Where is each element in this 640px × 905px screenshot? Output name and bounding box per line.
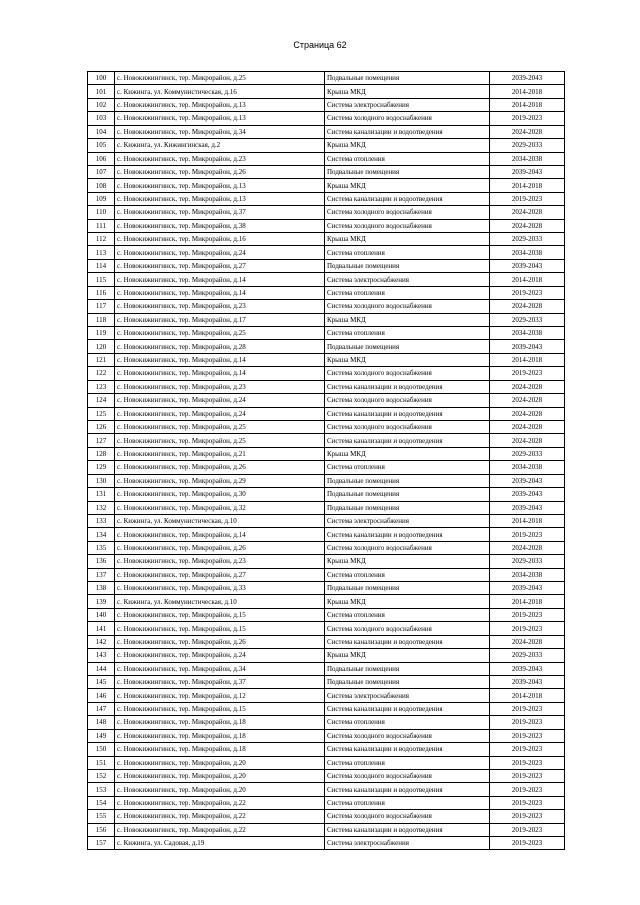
building-element-cell: Система канализации и водоотведения — [325, 743, 490, 756]
building-element-cell: Система отопления — [325, 796, 490, 809]
building-element-cell: Крыша МКД — [325, 649, 490, 662]
building-element-cell: Система холодного водоснабжения — [325, 541, 490, 554]
table-row — [88, 689, 565, 702]
row-number-cell: 140 — [88, 608, 115, 621]
row-number-cell: 115 — [88, 273, 115, 286]
repair-period-cell: 2039-2043 — [490, 259, 565, 272]
table-row — [88, 407, 565, 420]
table-row — [88, 259, 565, 272]
repair-period-cell: 2019-2023 — [490, 796, 565, 809]
repair-period-cell: 2039-2043 — [490, 340, 565, 353]
row-number-cell: 149 — [88, 729, 115, 742]
building-element-cell: Система холодного водоснабжения — [325, 219, 490, 232]
table-row — [88, 702, 565, 715]
row-number-cell: 124 — [88, 394, 115, 407]
repair-period-cell: 2024-2028 — [490, 380, 565, 393]
address-cell: с. Новокижингинск, тер. Микрорайон, д.26 — [115, 165, 325, 178]
table-row — [88, 447, 565, 460]
row-number-cell: 126 — [88, 420, 115, 433]
address-cell: с. Кижинга, ул. Коммунистическая, д.10 — [115, 595, 325, 608]
row-number-cell: 153 — [88, 783, 115, 796]
repair-period-cell: 2029-2033 — [490, 555, 565, 568]
building-element-cell: Система холодного водоснабжения — [325, 112, 490, 125]
address-cell: с. Новокижингинск, тер. Микрорайон, д.23 — [115, 380, 325, 393]
row-number-cell: 148 — [88, 716, 115, 729]
table-row — [88, 313, 565, 326]
row-number-cell: 152 — [88, 769, 115, 782]
building-element-cell: Система отопления — [325, 716, 490, 729]
building-element-cell: Система канализации и водоотведения — [325, 528, 490, 541]
building-element-cell: Система холодного водоснабжения — [325, 394, 490, 407]
repair-period-cell: 2039-2043 — [490, 474, 565, 487]
building-element-cell: Крыша МКД — [325, 595, 490, 608]
row-number-cell: 100 — [88, 72, 115, 85]
table-row — [88, 219, 565, 232]
row-number-cell: 103 — [88, 112, 115, 125]
address-cell: с. Новокижингинск, тер. Микрорайон, д.22 — [115, 810, 325, 823]
building-element-cell: Крыша МКД — [325, 555, 490, 568]
address-cell: с. Новокижингинск, тер. Микрорайон, д.32 — [115, 501, 325, 514]
row-number-cell: 146 — [88, 689, 115, 702]
table-row — [88, 233, 565, 246]
address-cell: с. Новокижингинск, тер. Микрорайон, д.27 — [115, 259, 325, 272]
repair-period-cell: 2019-2023 — [490, 367, 565, 380]
address-cell: с. Новокижингинск, тер. Микрорайон, д.14 — [115, 273, 325, 286]
table-row — [88, 769, 565, 782]
building-element-cell: Система холодного водоснабжения — [325, 300, 490, 313]
table-row — [88, 729, 565, 742]
repair-period-cell: 2019-2023 — [490, 729, 565, 742]
building-element-cell: Система электроснабжения — [325, 273, 490, 286]
row-number-cell: 134 — [88, 528, 115, 541]
building-element-cell: Подвальные помещения — [325, 474, 490, 487]
repair-period-cell: 2019-2023 — [490, 743, 565, 756]
building-element-cell: Система электроснабжения — [325, 689, 490, 702]
building-element-cell: Подвальные помещения — [325, 72, 490, 85]
building-element-cell: Система холодного водоснабжения — [325, 206, 490, 219]
row-number-cell: 145 — [88, 675, 115, 688]
building-element-cell: Система холодного водоснабжения — [325, 367, 490, 380]
table-row — [88, 716, 565, 729]
address-cell: с. Новокижингинск, тер. Микрорайон, д.27 — [115, 568, 325, 581]
table-row — [88, 675, 565, 688]
row-number-cell: 128 — [88, 447, 115, 460]
row-number-cell: 150 — [88, 743, 115, 756]
address-cell: с. Кижинга, ул. Коммунистическая, д.10 — [115, 514, 325, 527]
repair-period-cell: 2029-2033 — [490, 447, 565, 460]
repair-period-cell: 2034-2038 — [490, 327, 565, 340]
building-element-cell: Система отопления — [325, 568, 490, 581]
table-row — [88, 528, 565, 541]
repair-period-cell: 2019-2023 — [490, 112, 565, 125]
repair-period-cell: 2024-2028 — [490, 420, 565, 433]
table-row — [88, 810, 565, 823]
repair-period-cell: 2039-2043 — [490, 72, 565, 85]
address-cell: с. Новокижингинск, тер. Микрорайон, д.18 — [115, 729, 325, 742]
row-number-cell: 104 — [88, 125, 115, 138]
table-row — [88, 488, 565, 501]
table-row — [88, 246, 565, 259]
building-element-cell: Система электроснабжения — [325, 514, 490, 527]
address-cell: с. Новокижингинск, тер. Микрорайон, д.23 — [115, 300, 325, 313]
table-row — [88, 649, 565, 662]
repair-period-cell: 2014-2018 — [490, 689, 565, 702]
row-number-cell: 107 — [88, 165, 115, 178]
row-number-cell: 147 — [88, 702, 115, 715]
repair-period-cell: 2019-2023 — [490, 528, 565, 541]
building-element-cell: Система канализации и водоотведения — [325, 702, 490, 715]
repair-period-cell: 2019-2023 — [490, 810, 565, 823]
repair-period-cell: 2019-2023 — [490, 702, 565, 715]
repair-period-cell: 2024-2028 — [490, 219, 565, 232]
table-row — [88, 823, 565, 836]
page-title: Страница 62 — [293, 40, 347, 50]
address-cell: с. Новокижингинск, тер. Микрорайон, д.33 — [115, 582, 325, 595]
building-element-cell: Крыша МКД — [325, 447, 490, 460]
table-row — [88, 662, 565, 675]
repair-period-cell: 2034-2038 — [490, 461, 565, 474]
repair-period-cell: 2019-2023 — [490, 783, 565, 796]
row-number-cell: 112 — [88, 233, 115, 246]
building-element-cell: Крыша МКД — [325, 233, 490, 246]
table-row — [88, 837, 565, 850]
building-element-cell: Система холодного водоснабжения — [325, 810, 490, 823]
row-number-cell: 114 — [88, 259, 115, 272]
building-element-cell: Система канализации и водоотведения — [325, 823, 490, 836]
table-body — [88, 72, 565, 850]
repair-period-cell: 2019-2023 — [490, 716, 565, 729]
table-row — [88, 72, 565, 85]
table-row — [88, 420, 565, 433]
building-element-cell: Система холодного водоснабжения — [325, 420, 490, 433]
address-cell: с. Новокижингинск, тер. Микрорайон, д.14 — [115, 286, 325, 299]
building-element-cell: Крыша МКД — [325, 179, 490, 192]
table-row — [88, 796, 565, 809]
building-element-cell: Система канализации и водоотведения — [325, 380, 490, 393]
row-number-cell: 105 — [88, 139, 115, 152]
row-number-cell: 119 — [88, 327, 115, 340]
row-number-cell: 110 — [88, 206, 115, 219]
table-row — [88, 394, 565, 407]
address-cell: с. Новокижингинск, тер. Микрорайон, д.18 — [115, 716, 325, 729]
table-row — [88, 743, 565, 756]
address-cell: с. Новокижингинск, тер. Микрорайон, д.26 — [115, 541, 325, 554]
table-row — [88, 98, 565, 111]
row-number-cell: 111 — [88, 219, 115, 232]
table-row — [88, 192, 565, 205]
building-element-cell: Подвальные помещения — [325, 582, 490, 595]
address-cell: с. Новокижингинск, тер. Микрорайон, д.20 — [115, 783, 325, 796]
row-number-cell: 138 — [88, 582, 115, 595]
address-cell: с. Новокижингинск, тер. Микрорайон, д.25 — [115, 420, 325, 433]
row-number-cell: 109 — [88, 192, 115, 205]
table-row — [88, 595, 565, 608]
repair-period-cell: 2014-2018 — [490, 595, 565, 608]
repair-period-cell: 2039-2043 — [490, 165, 565, 178]
building-element-cell: Система отопления — [325, 152, 490, 165]
row-number-cell: 136 — [88, 555, 115, 568]
repair-period-cell: 2024-2028 — [490, 125, 565, 138]
repair-period-cell: 2024-2028 — [490, 635, 565, 648]
building-element-cell: Крыша МКД — [325, 85, 490, 98]
building-element-cell: Система отопления — [325, 286, 490, 299]
table-row — [88, 783, 565, 796]
address-cell: с. Новокижингинск, тер. Микрорайон, д.34 — [115, 125, 325, 138]
table-row — [88, 474, 565, 487]
repair-period-cell: 2039-2043 — [490, 662, 565, 675]
table-row — [88, 340, 565, 353]
table-row — [88, 622, 565, 635]
building-element-cell: Система канализации и водоотведения — [325, 434, 490, 447]
address-cell: с. Новокижингинск, тер. Микрорайон, д.37 — [115, 206, 325, 219]
address-cell: с. Новокижингинск, тер. Микрорайон, д.15 — [115, 622, 325, 635]
address-cell: с. Новокижингинск, тер. Микрорайон, д.15 — [115, 608, 325, 621]
address-cell: с. Новокижингинск, тер. Микрорайон, д.13 — [115, 192, 325, 205]
table-row — [88, 165, 565, 178]
table-row — [88, 152, 565, 165]
row-number-cell: 135 — [88, 541, 115, 554]
table-row — [88, 367, 565, 380]
address-cell: с. Новокижингинск, тер. Микрорайон, д.26 — [115, 461, 325, 474]
building-element-cell: Подвальные помещения — [325, 340, 490, 353]
row-number-cell: 142 — [88, 635, 115, 648]
building-element-cell: Система канализации и водоотведения — [325, 192, 490, 205]
repair-period-cell: 2014-2018 — [490, 353, 565, 366]
address-cell: с. Новокижингинск, тер. Микрорайон, д.24 — [115, 649, 325, 662]
table-row — [88, 461, 565, 474]
repair-period-cell: 2029-2033 — [490, 649, 565, 662]
table-row — [88, 112, 565, 125]
table-row — [88, 501, 565, 514]
table-row — [88, 541, 565, 554]
building-element-cell: Подвальные помещения — [325, 259, 490, 272]
table-row — [88, 125, 565, 138]
row-number-cell: 117 — [88, 300, 115, 313]
building-element-cell: Система отопления — [325, 756, 490, 769]
repair-period-cell: 2024-2028 — [490, 394, 565, 407]
building-element-cell: Подвальные помещения — [325, 165, 490, 178]
repair-period-cell: 2024-2028 — [490, 300, 565, 313]
address-cell: с. Новокижингинск, тер. Микрорайон, д.26 — [115, 635, 325, 648]
table-row — [88, 273, 565, 286]
building-element-cell: Система отопления — [325, 246, 490, 259]
row-number-cell: 157 — [88, 837, 115, 850]
building-element-cell: Крыша МКД — [325, 139, 490, 152]
repair-period-cell: 2014-2018 — [490, 179, 565, 192]
table-row — [88, 206, 565, 219]
repair-period-cell: 2019-2023 — [490, 837, 565, 850]
row-number-cell: 137 — [88, 568, 115, 581]
table-row — [88, 635, 565, 648]
table-row — [88, 286, 565, 299]
address-cell: с. Новокижингинск, тер. Микрорайон, д.20 — [115, 769, 325, 782]
row-number-cell: 120 — [88, 340, 115, 353]
table-row — [88, 756, 565, 769]
address-cell: с. Новокижингинск, тер. Микрорайон, д.16 — [115, 233, 325, 246]
building-element-cell: Система канализации и водоотведения — [325, 125, 490, 138]
repair-period-cell: 2034-2038 — [490, 568, 565, 581]
repair-period-cell: 2024-2028 — [490, 407, 565, 420]
address-cell: с. Новокижингинск, тер. Микрорайон, д.13 — [115, 112, 325, 125]
address-cell: с. Новокижингинск, тер. Микрорайон, д.15 — [115, 702, 325, 715]
repair-period-cell: 2019-2023 — [490, 823, 565, 836]
address-cell: с. Кижинга, ул. Коммунистическая, д.16 — [115, 85, 325, 98]
address-cell: с. Новокижингинск, тер. Микрорайон, д.28 — [115, 340, 325, 353]
repair-period-cell: 2034-2038 — [490, 152, 565, 165]
row-number-cell: 127 — [88, 434, 115, 447]
row-number-cell: 154 — [88, 796, 115, 809]
repair-period-cell: 2019-2023 — [490, 608, 565, 621]
address-cell: с. Новокижингинск, тер. Микрорайон, д.29 — [115, 474, 325, 487]
building-element-cell: Система канализации и водоотведения — [325, 783, 490, 796]
table-row — [88, 139, 565, 152]
building-element-cell: Система канализации и водоотведения — [325, 407, 490, 420]
row-number-cell: 108 — [88, 179, 115, 192]
repair-period-cell: 2024-2028 — [490, 206, 565, 219]
building-element-cell: Система канализации и водоотведения — [325, 635, 490, 648]
table-row — [88, 179, 565, 192]
building-element-cell: Система электроснабжения — [325, 98, 490, 111]
building-element-cell: Система холодного водоснабжения — [325, 769, 490, 782]
address-cell: с. Новокижингинск, тер. Микрорайон, д.24 — [115, 246, 325, 259]
address-cell: с. Новокижингинск, тер. Микрорайон, д.14 — [115, 353, 325, 366]
address-cell: с. Новокижингинск, тер. Микрорайон, д.13 — [115, 98, 325, 111]
building-element-cell: Система электроснабжения — [325, 837, 490, 850]
building-element-cell: Система холодного водоснабжения — [325, 622, 490, 635]
address-cell: с. Новокижингинск, тер. Микрорайон, д.12 — [115, 689, 325, 702]
row-number-cell: 129 — [88, 461, 115, 474]
repair-period-cell: 2039-2043 — [490, 675, 565, 688]
row-number-cell: 130 — [88, 474, 115, 487]
address-cell: с. Новокижингинск, тер. Микрорайон, д.22 — [115, 796, 325, 809]
row-number-cell: 106 — [88, 152, 115, 165]
row-number-cell: 101 — [88, 85, 115, 98]
row-number-cell: 143 — [88, 649, 115, 662]
row-number-cell: 131 — [88, 488, 115, 501]
row-number-cell: 133 — [88, 514, 115, 527]
table-row — [88, 300, 565, 313]
row-number-cell: 141 — [88, 622, 115, 635]
row-number-cell: 118 — [88, 313, 115, 326]
repair-period-cell: 2039-2043 — [490, 582, 565, 595]
building-element-cell: Крыша МКД — [325, 353, 490, 366]
table-row — [88, 568, 565, 581]
repair-schedule-table — [87, 71, 565, 850]
building-element-cell: Подвальные помещения — [325, 501, 490, 514]
row-number-cell: 139 — [88, 595, 115, 608]
table-row — [88, 380, 565, 393]
building-element-cell: Крыша МКД — [325, 313, 490, 326]
building-element-cell: Система отопления — [325, 608, 490, 621]
building-element-cell: Система отопления — [325, 327, 490, 340]
repair-period-cell: 2019-2023 — [490, 192, 565, 205]
table-row — [88, 85, 565, 98]
repair-period-cell: 2014-2018 — [490, 98, 565, 111]
table-row — [88, 582, 565, 595]
repair-period-cell: 2029-2033 — [490, 313, 565, 326]
table-row — [88, 608, 565, 621]
repair-period-cell: 2039-2043 — [490, 488, 565, 501]
address-cell: с. Новокижингинск, тер. Микрорайон, д.13 — [115, 179, 325, 192]
address-cell: с. Кижинга, ул. Кижингинская, д.2 — [115, 139, 325, 152]
row-number-cell: 125 — [88, 407, 115, 420]
building-element-cell: Подвальные помещения — [325, 675, 490, 688]
address-cell: с. Новокижингинск, тер. Микрорайон, д.30 — [115, 488, 325, 501]
address-cell: с. Новокижингинск, тер. Микрорайон, д.37 — [115, 675, 325, 688]
repair-period-cell: 2029-2033 — [490, 139, 565, 152]
row-number-cell: 113 — [88, 246, 115, 259]
address-cell: с. Новокижингинск, тер. Микрорайон, д.38 — [115, 219, 325, 232]
table-row — [88, 434, 565, 447]
table-row — [88, 514, 565, 527]
row-number-cell: 122 — [88, 367, 115, 380]
address-cell: с. Новокижингинск, тер. Микрорайон, д.14 — [115, 367, 325, 380]
row-number-cell: 132 — [88, 501, 115, 514]
table-row — [88, 327, 565, 340]
repair-period-cell: 2019-2023 — [490, 769, 565, 782]
row-number-cell: 155 — [88, 810, 115, 823]
address-cell: с. Новокижингинск, тер. Микрорайон, д.34 — [115, 662, 325, 675]
row-number-cell: 123 — [88, 380, 115, 393]
repair-period-cell: 2014-2018 — [490, 85, 565, 98]
row-number-cell: 144 — [88, 662, 115, 675]
row-number-cell: 116 — [88, 286, 115, 299]
table-row — [88, 353, 565, 366]
repair-period-cell: 2014-2018 — [490, 273, 565, 286]
address-cell: с. Новокижингинск, тер. Микрорайон, д.23 — [115, 152, 325, 165]
row-number-cell: 151 — [88, 756, 115, 769]
repair-period-cell: 2024-2028 — [490, 434, 565, 447]
address-cell: с. Новокижингинск, тер. Микрорайон, д.25 — [115, 72, 325, 85]
row-number-cell: 121 — [88, 353, 115, 366]
address-cell: с. Новокижингинск, тер. Микрорайон, д.22 — [115, 823, 325, 836]
address-cell: с. Новокижингинск, тер. Микрорайон, д.24 — [115, 407, 325, 420]
address-cell: с. Новокижингинск, тер. Микрорайон, д.20 — [115, 756, 325, 769]
building-element-cell: Система отопления — [325, 461, 490, 474]
repair-period-cell: 2019-2023 — [490, 622, 565, 635]
address-cell: с. Новокижингинск, тер. Микрорайон, д.25 — [115, 434, 325, 447]
building-element-cell: Подвальные помещения — [325, 662, 490, 675]
building-element-cell: Подвальные помещения — [325, 488, 490, 501]
address-cell: с. Новокижингинск, тер. Микрорайон, д.14 — [115, 528, 325, 541]
table-row — [88, 555, 565, 568]
repair-period-cell: 2029-2033 — [490, 233, 565, 246]
address-cell: с. Кижинга, ул. Садовая, д.19 — [115, 837, 325, 850]
repair-period-cell: 2019-2023 — [490, 756, 565, 769]
repair-period-cell: 2034-2038 — [490, 246, 565, 259]
row-number-cell: 102 — [88, 98, 115, 111]
address-cell: с. Новокижингинск, тер. Микрорайон, д.17 — [115, 313, 325, 326]
address-cell: с. Новокижингинск, тер. Микрорайон, д.18 — [115, 743, 325, 756]
address-cell: с. Новокижингинск, тер. Микрорайон, д.25 — [115, 327, 325, 340]
address-cell: с. Новокижингинск, тер. Микрорайон, д.21 — [115, 447, 325, 460]
building-element-cell: Система холодного водоснабжения — [325, 729, 490, 742]
repair-period-cell: 2014-2018 — [490, 514, 565, 527]
row-number-cell: 156 — [88, 823, 115, 836]
repair-period-cell: 2024-2028 — [490, 541, 565, 554]
address-cell: с. Новокижингинск, тер. Микрорайон, д.24 — [115, 394, 325, 407]
address-cell: с. Новокижингинск, тер. Микрорайон, д.23 — [115, 555, 325, 568]
repair-period-cell: 2039-2043 — [490, 501, 565, 514]
repair-period-cell: 2019-2023 — [490, 286, 565, 299]
